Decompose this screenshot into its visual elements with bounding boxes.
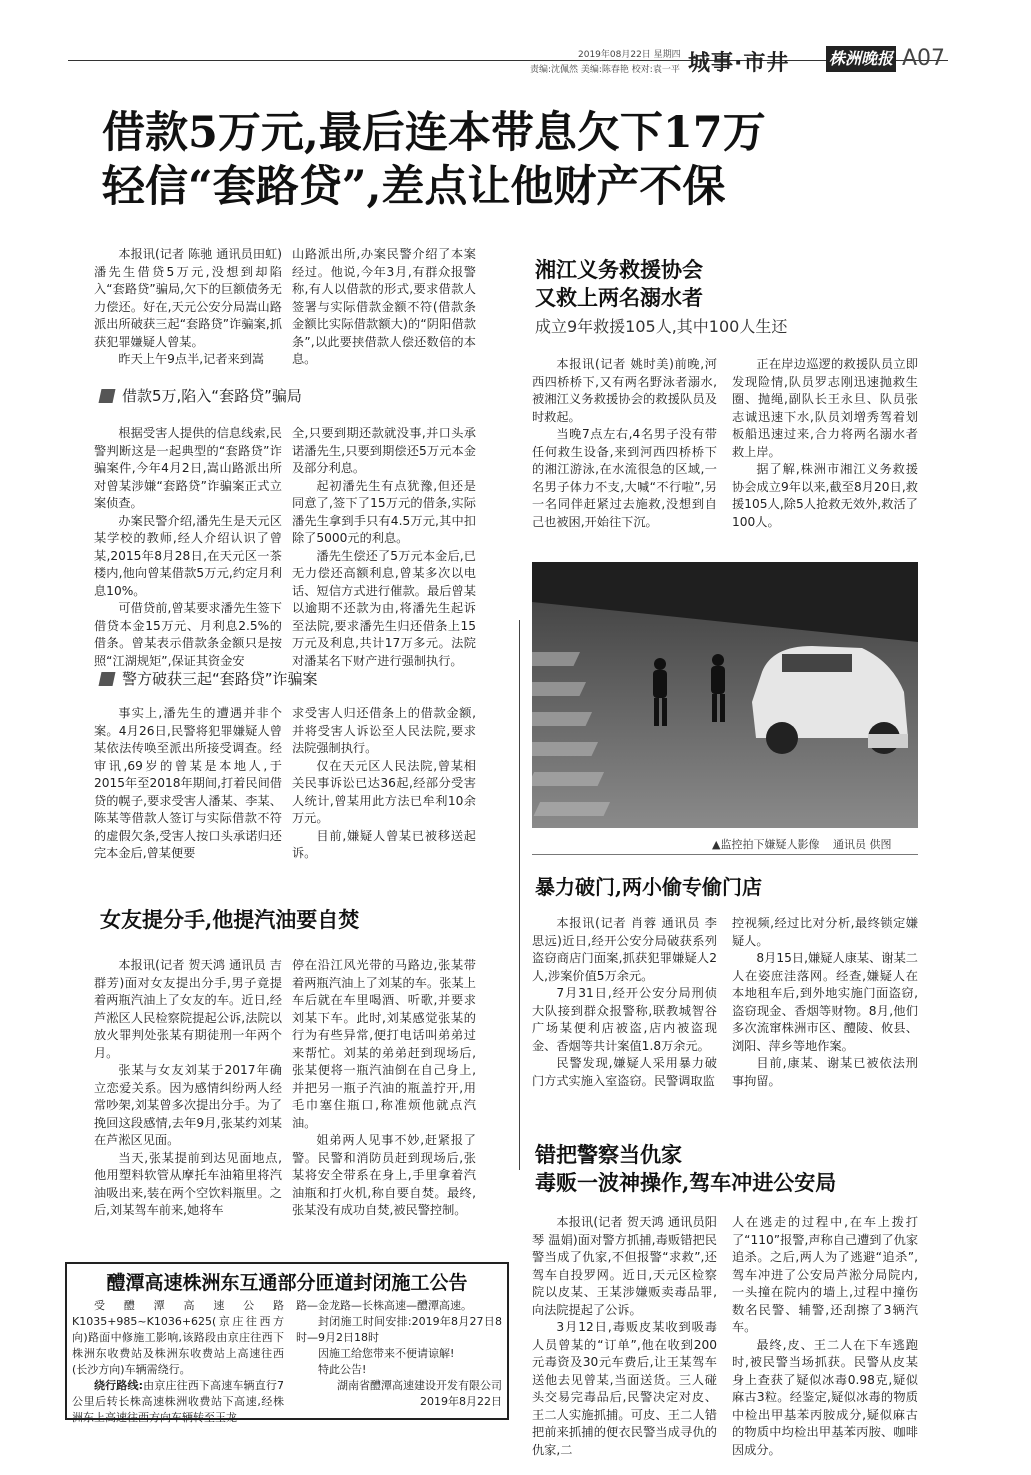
main-headline-1: 借款5万元,最后连本带息欠下17万 (102, 108, 766, 158)
photo-frame-line (519, 620, 520, 1170)
notice-left-column: 受醴潭高速公路K1035+985~K1036+625(京庄往西方向)路面中修施工影响,该路段由京庄往西下株洲东收费站及株洲东收费站上高速往西(长沙方向)车辆需绕行。 绕行路线:由京庄往西下高速车辆直行7公里后转长株高速株洲收费站下高速,经株洲东上高速往西方向车辆转至玉龙 (72, 1299, 284, 1424)
rescue-headline-1: 湘江义务救援协会 (535, 257, 703, 282)
drug-headline-2: 毒贩一波神操作,驾车冲进公安局 (535, 1170, 837, 1195)
photo-bottom-rule (532, 854, 918, 855)
drug-headline-1: 错把警察当仇家 (535, 1142, 682, 1167)
theft-left-column: 本报讯(记者 肖蓉 通讯员 李思远)近日,经开公安分局破获系列盗窃商店门面案,抓获犯罪嫌疑人2人,涉案价值5万余元。 7月31日,经开公安分局刑侦大队接到群众报警称,联教城智谷广场某便利店被盗,店内被盗现金、香烟等共计案值1.8万余元。 民警发现,嫌疑人采用暴力破门方式实施入室盗窃。民警调取监 (532, 916, 717, 1088)
subhead-2: 警方破获三起“套路贷”诈骗案 (100, 668, 318, 689)
subhead-marker-icon (99, 672, 116, 686)
theft-right-column: 控视频,经过比对分析,最终锁定嫌疑人。 8月15日,嫌疑人康某、谢某二人在姿庶洼落网。经查,嫌疑人在本地租车后,到外地实施门面盗窃,盗窃现金、香烟等财物。8月,他们多次流窜株洲市区、醴陵、攸县、浏阳、萍乡等地作案。 目前,康某、谢某已被依法刑事拘留。 (732, 916, 918, 1088)
rescue-subhead: 成立9年救援105人,其中100人生还 (535, 317, 788, 336)
theft-headline: 暴力破门,两小偷专偷门店 (535, 875, 762, 899)
sub2-right-column: 求受害人归还借条上的借款金额,并将受害人诉讼至人民法院,要求法院强制执行。 仅在天元区人民法院,曾某相关民事诉讼已达36起,经部分受害人统计,曾某用此方法已牟利10余万元。 目前,嫌疑人曾某已被移送起诉。 (292, 706, 476, 860)
fire-headline: 女友提分手,他提汽油要自焚 (100, 907, 360, 932)
masthead-page-number: A07 (902, 46, 946, 71)
sub1-right-column: 全,只要到期还款就没事,并口头承诺潘先生,只要到期偿还5万元本金及部分利息。 起初潘先生有点犹豫,但还是同意了,签下了15万元的借条,实际潘先生拿到手只有4.5万元,其中扣除了5000元的利息。 潘先生偿还了5万元本金后,已无力偿还高额利息,曾某多次以电话、短信方式进行催款。最后曾某以逾期不还款为由,将潘先生起诉至法院,要求潘先生归还借条上15万元及利息,共计17万多元。法院对潘某名下财产进行强制执行。 (292, 426, 476, 668)
surveillance-photo-svg (532, 562, 918, 828)
drug-right-column: 人在逃走的过程中,在车上拨打了“110”报警,声称自己遭到了仇家追杀。之后,两人为了逃避“追杀”,驾车冲进了公安局芦淞分局院内,一头撞在院内的墙上,过程中撞伤数名民警、辅警,还刮擦了3辆汽车。 最终,皮、王二人在下车逃跑时,被民警当场抓获。民警从皮某身上查获了疑似冰毒0.98克,疑似麻古3粒。经鉴定,疑似冰毒的物质中检出甲基苯丙胺成分,疑似麻古的物质中均检出甲基苯丙胺、咖啡因成分。 (732, 1215, 919, 1457)
sub2-left-column: 事实上,潘先生的遭遇并非个案。4月26日,民警将犯罪嫌疑人曾某依法传唤至派出所接受调查。经审讯,69岁的曾某是本地人,于2015年至2018年期间,打着民间借贷的幌子,要求受害人潘某、李某、陈某等借款人签订与实际借款不符的虚假欠条,受害人按口头承诺归还完本金后,曾某便要 (94, 706, 282, 860)
rescue-headline-2: 又救上两名溺水者 (535, 285, 703, 310)
fire-left-column: 本报讯(记者 贺天鸿 通讯员 吉群芳)面对女友提出分手,男子竟提着两瓶汽油上了女友的车。近日,经芦淞区人民检察院提起公诉,法院以放火罪判处张某有期徒刑一年两个月。 张某与女友刘某于2017年确立恋爱关系。因为感情纠纷两人经常吵架,刘某曾多次提出分手。为了挽回这段感情,去年9月,张某约刘某在芦淞区见面。 当天,张某提前到达见面地点,他用塑料软管从摩托车油箱里将汽油吸出来,装在两个空饮料瓶里。之后,刘某驾车前来,她将车 (94, 958, 282, 1217)
subhead-1: 借款5万,陷入“套路贷”骗局 (100, 385, 302, 406)
masthead-date: 2019年08月22日 星期四 (578, 50, 681, 60)
rescue-right-column: 正在岸边巡逻的救援队员立即发现险情,队员罗志刚迅速抛救生圈、抛绳,副队长王永旦、队员张志诚迅速下水,队员刘增秀驾着划板船迅速过来,合力将两名溺水者救上岸。 据了解,株洲市湘江义务救援协会成立9年以来,截至8月20日,救援105人,除5人抢救无效外,救活了100人。 (732, 357, 918, 529)
main-headline-2: 轻信“套路贷”,差点让他财产不保 (102, 162, 726, 212)
notice-right-column: 路—金龙路—长株高速—醴潭高速。 封闭施工时间安排:2019年8月27日8时—9月2日18时 因施工给您带来不便请谅解! 特此公告! 湖南省醴潭高速建设开发有限公司 2019年8月22日 (296, 1299, 502, 1408)
drug-left-column: 本报讯(记者 贺天鸿 通讯员阳琴 温娟)面对警方抓捕,毒贩错把民警当成了仇家,不但报警“求救”,还驾车自投罗网。近日,天元区检察院以皮某、王某涉嫌贩卖毒品罪,向法院提起了公诉。 3月12日,毒贩皮某收到吸毒人员曾某的“订单”,他在收到200元毒资及30元车费后,让王某驾车送他去见曾某,当面送货。三人碰头交易完毒品后,民警决定对皮、王二人实施抓捕。可皮、王二人错把前来抓捕的便衣民警当成寻仇的仇家,二 (532, 1215, 717, 1457)
main-intro-right: 山路派出所,办案民警介绍了本案经过。他说,今年3月,有群众报警称,有人以借款的形式,要求借款人签署与实际借款金额不符(借款条金额比实际借款额大)的“阴阳借款条”,以此要挟借款人偿还数倍的本息。 (292, 247, 476, 366)
masthead-section: 城事·市井 (688, 51, 790, 76)
main-intro-left: 本报讯(记者 陈驰 通讯员田虹)潘先生借贷5万元,没想到却陷入“套路贷”骗局,欠下的巨额债务无力偿还。好在,天元公安分局嵩山路派出所破获三起“套路贷”诈骗案,抓获犯罪嫌疑人曾某。 昨天上午9点半,记者来到嵩 (94, 247, 282, 366)
masthead-editors: 责编:沈佩然 美编:陈春艳 校对:袁一平 (530, 65, 680, 75)
sub1-left-column: 根据受害人提供的信息线索,民警判断这是一起典型的“套路贷”诈骗案件,今年4月2日,嵩山路派出所对曾某涉嫌“套路贷”诈骗案正式立案侦查。 办案民警介绍,潘先生是天元区某学校的教师,经人介绍认识了曾某,2015年8月28日,在天元区一茶楼内,他向曾某借款5万元,约定月利息10%。 可借贷前,曾某要求潘先生签下借贷本金15万元、月利息2.5%的借条。曾某表示借款条金额只是按照“江湖规矩”,保证其资金安 (94, 426, 282, 668)
masthead-rule (68, 60, 948, 61)
notice-title: 醴潭高速株洲东互通部分匝道封闭施工公告 (106, 1272, 468, 1294)
masthead-paper-logo: 株洲晚报 (826, 46, 896, 72)
surveillance-photo (532, 562, 918, 828)
fire-right-column: 停在沿江风光带的马路边,张某带着两瓶汽油上了刘某的车。张某上车后就在车里喝酒、听歌,并要求刘某下车。此时,刘某感觉张某的行为有些异常,便打电话叫弟弟过来帮忙。刘某的弟弟赶到现场后,张某便将一瓶汽油倒在自己身上,并把另一瓶子汽油的瓶盖拧开,用毛巾塞住瓶口,称准烦他就点汽油。 姐弟两人见事不妙,赶紧报了警。民警和消防员赶到现场后,张某将安全带系在身上,手里拿着汽油瓶和打火机,称自要自焚。最终,张某没有成功自焚,被民警控制。 (292, 958, 476, 1217)
photo-caption: ▲监控拍下嫌疑人影像 通讯员 供图 (712, 838, 892, 851)
rescue-left-column: 本报讯(记者 姚时美)前晚,河西四桥桥下,又有两名野泳者溺水,被湘江义务救援协会的救援队员及时救起。 当晚7点左右,4名男子没有带任何救生设备,来到河西四桥桥下的湘江游泳,在水流很急的区域,一名男子体力不支,大喊“不行啦”,另一名同伴赶紧过去施救,没想到自己也被困,开始往下沉。 (532, 357, 717, 529)
subhead-marker-icon (99, 389, 116, 403)
